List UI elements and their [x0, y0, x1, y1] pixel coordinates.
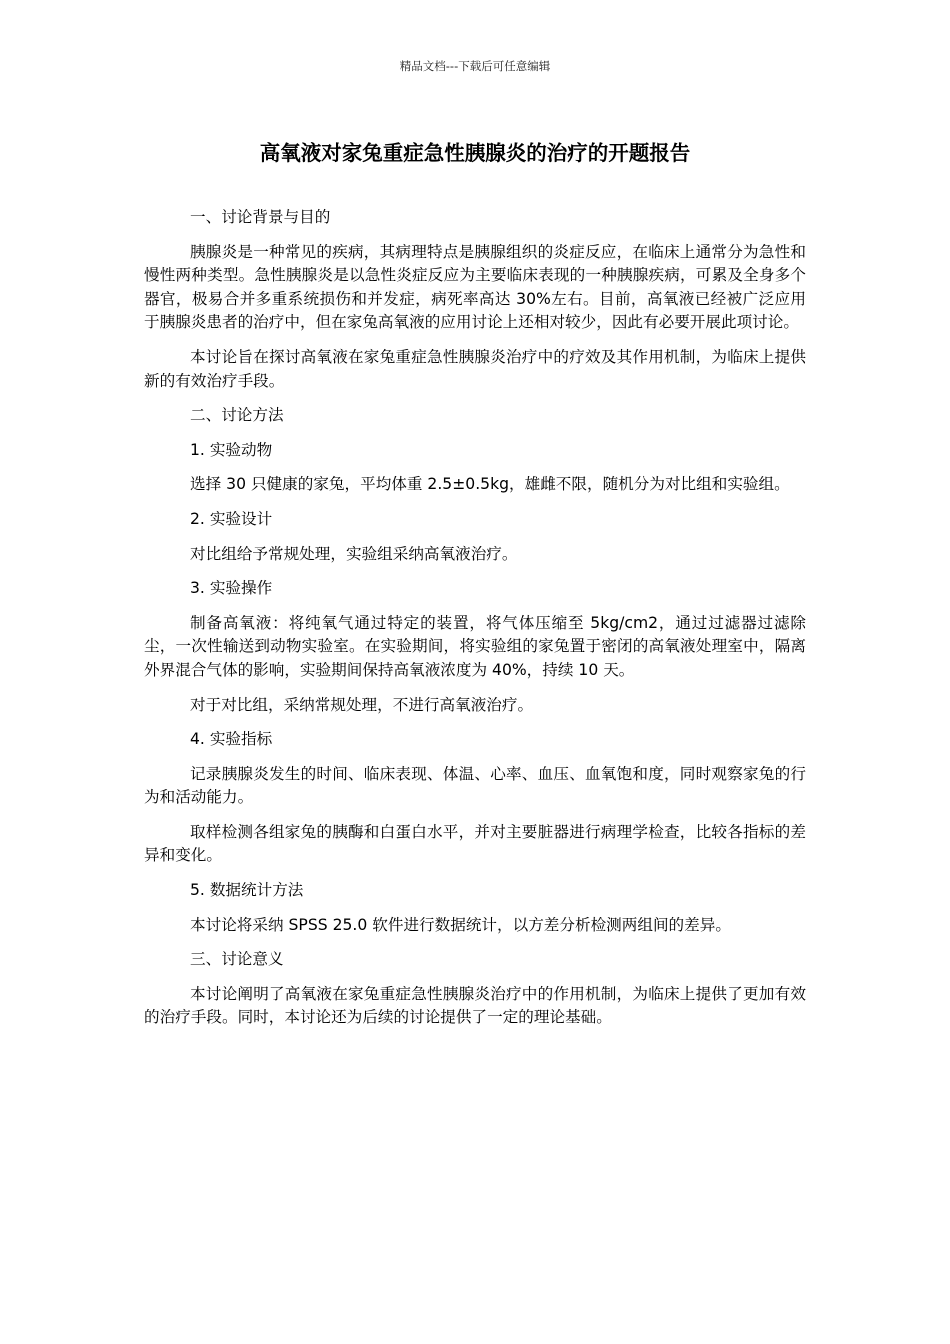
paragraph-significance: 本讨论阐明了高氧液在家兔重症急性胰腺炎治疗中的作用机制，为临床上提供了更加有效的治疗手段。同时，本讨论还为后续的讨论提供了一定的理论基础。 — [144, 984, 806, 1027]
paragraph-purpose: 本讨论旨在探讨高氧液在家兔重症急性胰腺炎治疗中的疗效及其作用机制，为临床上提供新的有效治疗手段。 — [144, 347, 806, 390]
subheading-statistics: 5. 数据统计方法 — [190, 881, 304, 900]
paragraph-control-group: 对于对比组，采纳常规处理，不进行高氧液治疗。 — [190, 695, 534, 714]
paragraph-animals: 选择 30 只健康的家兔，平均体重 2.5±0.5kg，雄雌不限，随机分为对比组和实验组。 — [190, 475, 790, 494]
section-heading-significance: 三、讨论意义 — [190, 950, 284, 969]
document-title: 高氧液对家兔重症急性胰腺炎的治疗的开题报告 — [259, 141, 691, 165]
paragraph-indicators-sampling: 取样检测各组家兔的胰酶和白蛋白水平，并对主要脏器进行病理学检查，比较各指标的差异和变化。 — [144, 822, 806, 865]
section-heading-methods: 二、讨论方法 — [190, 406, 284, 425]
subheading-design: 2. 实验设计 — [190, 509, 273, 528]
paragraph-indicators-record: 记录胰腺炎发生的时间、临床表现、体温、心率、血压、血氧饱和度，同时观察家兔的行为和活动能力。 — [144, 764, 806, 807]
paragraph-operation: 制备高氧液：将纯氧气通过特定的装置，将气体压缩至 5kg/cm2，通过过滤器过滤除尘，一次性输送到动物实验室。在实验期间，将实验组的家兔置于密闭的高氧液处理室中，隔离外界混合气体的影响，实验期间保持高氧液浓度为 40%，持续 10 天。 — [144, 613, 806, 679]
paragraph-background: 胰腺炎是一种常见的疾病，其病理特点是胰腺组织的炎症反应，在临床上通常分为急性和慢性两种类型。急性胰腺炎是以急性炎症反应为主要临床表现的一种胰腺疾病，可累及全身多个器官，极易合并多重系统损伤和并发症，病死率高达 30%左右。目前，高氧液已经被广泛应用于胰腺炎患者的治疗中，但在家兔高氧液的应用讨论上还相对较少，因此有必要开展此项讨论。 — [144, 242, 806, 332]
subheading-indicators: 4. 实验指标 — [190, 730, 273, 749]
page-header: 精品文档---下载后可任意编辑 — [399, 59, 551, 73]
subheading-animals: 1. 实验动物 — [190, 440, 273, 459]
paragraph-design: 对比组给予常规处理，实验组采纳高氧液治疗。 — [190, 544, 518, 563]
paragraph-statistics: 本讨论将采纳 SPSS 25.0 软件进行数据统计，以方差分析检测两组间的差异。 — [190, 915, 731, 934]
subheading-operation: 3. 实验操作 — [190, 579, 273, 598]
document-body — [144, 206, 806, 1041]
section-heading-background: 一、讨论背景与目的 — [190, 208, 331, 226]
